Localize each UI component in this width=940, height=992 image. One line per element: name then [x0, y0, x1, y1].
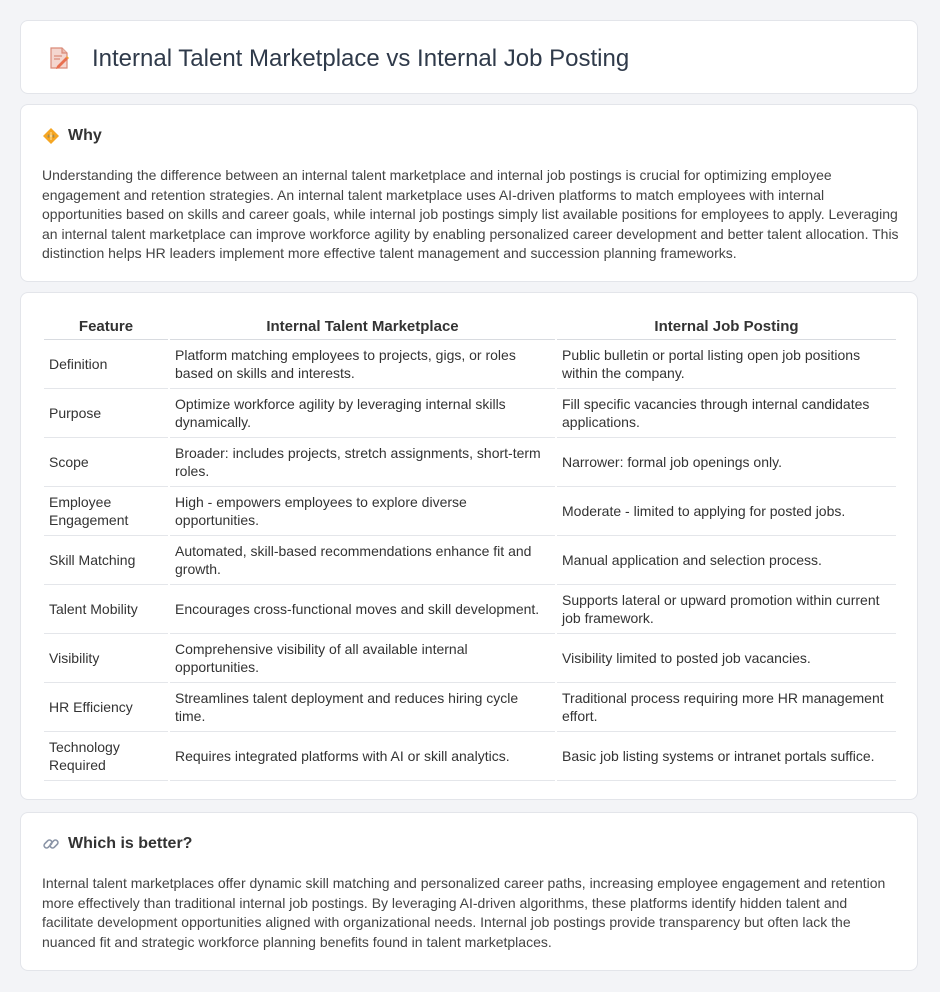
- feature-cell: Technology Required: [44, 732, 168, 781]
- why-card: [20, 104, 918, 282]
- header-job-posting: Internal Job Posting: [557, 315, 896, 340]
- marketplace-cell: Automated, skill-based recommendations enhance fit and growth.: [170, 536, 555, 585]
- feature-cell: Definition: [44, 340, 168, 389]
- table-header-row: [44, 315, 896, 340]
- which-better-card: [20, 812, 918, 971]
- header-marketplace: Internal Talent Marketplace: [170, 315, 555, 340]
- page-title: Internal Talent Marketplace vs Internal Job Posting: [92, 45, 630, 72]
- feature-cell: Skill Matching: [44, 536, 168, 585]
- feature-cell: Employee Engagement: [44, 487, 168, 536]
- table-row: [44, 438, 896, 487]
- job-posting-cell: Fill specific vacancies through internal candidates applications.: [557, 389, 896, 438]
- job-posting-cell: Basic job listing systems or intranet portals suffice.: [557, 732, 896, 781]
- sparkle-diamond-icon: [42, 127, 60, 145]
- which-better-heading: [42, 835, 192, 853]
- feature-cell: Talent Mobility: [44, 585, 168, 634]
- table-row: [44, 585, 896, 634]
- table-row: [44, 732, 896, 781]
- job-posting-cell: Supports lateral or upward promotion within current job framework.: [557, 585, 896, 634]
- marketplace-cell: Broader: includes projects, stretch assignments, short-term roles.: [170, 438, 555, 487]
- feature-cell: Scope: [44, 438, 168, 487]
- which-better-heading-label: Which is better?: [68, 835, 193, 852]
- header-feature: Feature: [44, 315, 168, 340]
- comparison-card: [20, 292, 918, 800]
- job-posting-cell: Public bulletin or portal listing open job positions within the company.: [557, 340, 896, 389]
- table-row: [44, 536, 896, 585]
- comparison-table: [42, 315, 898, 781]
- feature-cell: Visibility: [44, 634, 168, 683]
- job-posting-cell: Narrower: formal job openings only.: [557, 438, 896, 487]
- job-posting-cell: Moderate - limited to applying for posted jobs.: [557, 487, 896, 536]
- marketplace-cell: Comprehensive visibility of all available internal opportunities.: [170, 634, 555, 683]
- job-posting-cell: Visibility limited to posted job vacancies.: [557, 634, 896, 683]
- marketplace-cell: High - empowers employees to explore diverse opportunities.: [170, 487, 555, 536]
- table-row: [44, 634, 896, 683]
- marketplace-cell: Encourages cross-functional moves and skill development.: [170, 585, 555, 634]
- table-row: [44, 683, 896, 732]
- table-row: [44, 389, 896, 438]
- marketplace-cell: Streamlines talent deployment and reduces hiring cycle time.: [170, 683, 555, 732]
- marketplace-cell: Requires integrated platforms with AI or skill analytics.: [170, 732, 555, 781]
- job-posting-cell: Manual application and selection process.: [557, 536, 896, 585]
- document-pencil-icon: [48, 46, 70, 70]
- link-icon: [42, 835, 60, 853]
- which-better-text: Internal talent marketplaces offer dynamic skill matching and personalized career paths, increasing employee engagement and retention more effectively than traditional internal job postings. By leveraging AI-driven algorithms, these platforms identify hidden talent and facilitate development opportunities aligned with organizational needs. Internal job postings provide transparency but often lack the nuanced fit and strategic workforce planning benefits found in talent marketplaces.: [42, 875, 886, 950]
- feature-cell: HR Efficiency: [44, 683, 168, 732]
- why-text: Understanding the difference between an internal talent marketplace and internal job postings is crucial for optimizing employee engagement and retention strategies. An internal talent marketplace uses AI-driven platforms to match employees with internal opportunities based on skills and career goals, while internal job postings simply list available positions for employees to apply. Leveraging an internal talent marketplace can improve workforce agility by enabling personalized career development and better talent allocation. This distinction helps HR leaders implement more effective talent management and succession planning frameworks.: [42, 167, 899, 261]
- marketplace-cell: Optimize workforce agility by leveraging internal skills dynamically.: [170, 389, 555, 438]
- marketplace-cell: Platform matching employees to projects, gigs, or roles based on skills and interests.: [170, 340, 555, 389]
- table-row: [44, 340, 896, 389]
- job-posting-cell: Traditional process requiring more HR management effort.: [557, 683, 896, 732]
- title-card: [20, 20, 918, 94]
- table-row: [44, 487, 896, 536]
- why-heading-label: Why: [68, 127, 102, 144]
- why-heading: [42, 127, 102, 145]
- feature-cell: Purpose: [44, 389, 168, 438]
